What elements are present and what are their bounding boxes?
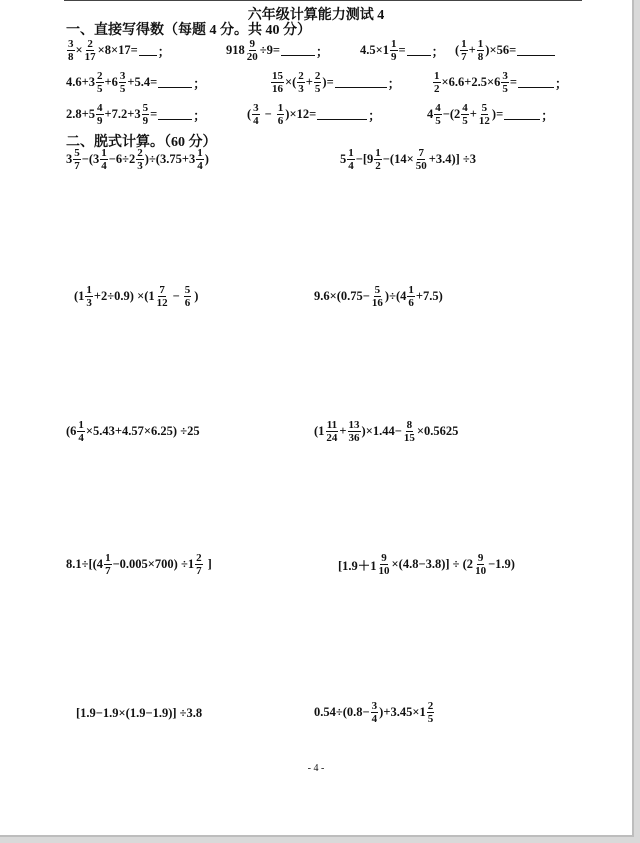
problem-6: (1 11 24 + $\frac{13}{36}$ )×1.44− $\frac{8}{15}$ ×0.5625: [314, 419, 459, 444]
question-5: 4.6+3 2 5 +6 3 5 +5.4= ；: [66, 70, 206, 95]
fraction: 11 24: [326, 419, 338, 444]
fraction: $\frac{5}{16}$: [371, 284, 383, 309]
fraction: 1 4: [101, 147, 107, 172]
fraction: 3 4: [253, 102, 259, 127]
fraction: $\frac{5}{12}$: [478, 102, 490, 127]
question-8: 2.8+5 4 9 +7.2+3 $\frac{5}{9}$ = ；: [66, 102, 206, 127]
fraction: $\frac{2}{17}$: [84, 38, 96, 63]
answer-blank[interactable]: [407, 45, 431, 56]
problem-5: (6 $\frac{1}{4}$ ×5.43+4.57×6.25) ÷25: [66, 419, 200, 444]
answer-blank[interactable]: [518, 77, 554, 88]
fraction: 2 3: [298, 70, 304, 95]
fraction: 1 3: [86, 284, 92, 309]
fraction: 2 5: [427, 700, 434, 725]
fraction: 1 7: [105, 552, 111, 577]
problem-3: (1 1 3 +2÷0.9) ×(1 7 12 − $\frac{5}{6}$ ): [74, 284, 199, 309]
answer-blank[interactable]: [317, 109, 367, 120]
fraction: $\frac{13}{36}$: [348, 419, 360, 444]
answer-blank[interactable]: [335, 77, 387, 88]
question-9: ( 3 4 − $\frac{1}{6}$ )×12= ；: [247, 102, 381, 127]
fraction: $\frac{3}{4}$: [371, 700, 378, 725]
fraction: 7 12: [156, 284, 168, 309]
problem-1: 3 5 7 −(3 1 4 −6÷2 2 3 )÷(3.75+3 1 4 ): [66, 147, 209, 172]
question-1: $\frac{3}{8}$ × $\frac{2}{17}$ ×8×17= ；: [68, 38, 171, 63]
question-2: 918 $\frac{9}{20}$ ÷9= ；: [226, 38, 329, 63]
fraction: $\frac{1}{6}$: [277, 102, 284, 127]
fraction: 1 7: [461, 38, 467, 63]
fraction: $\frac{1}{8}$: [477, 38, 484, 63]
answer-blank[interactable]: [517, 45, 555, 56]
fraction: $\frac{1}{4}$: [78, 419, 84, 444]
question-7: $\frac{1}{2}$ ×6.6+2.5×6 $\frac{3}{5}$ = ；: [434, 70, 568, 95]
fraction: 2 3: [137, 147, 143, 172]
problem-10: 0.54÷(0.8− $\frac{3}{4}$ )+3.45×1 2 5: [314, 700, 434, 725]
fraction: $\frac{9}{20}$: [246, 38, 258, 63]
question-10: 4 4 5 −(2 4 5 + $\frac{5}{12}$ )= ；: [427, 102, 554, 127]
fraction: $\frac{5}{6}$: [184, 284, 191, 309]
section-2-heading: 二、脱式计算。（60 分）: [66, 135, 217, 150]
top-rule: [64, 0, 582, 1]
problem-9: [1.9−1.9×(1.9−1.9)] ÷3.8: [76, 706, 203, 720]
page-title: 六年级计算能力测试 4: [247, 8, 385, 23]
fraction: $\frac{8}{15}$: [403, 419, 415, 444]
question-6: $\frac{15}{16}$ ×( 2 3 + $\frac{2}{5}$ )= ；: [272, 70, 401, 95]
fraction: 1 4: [197, 147, 203, 172]
fraction: 1 4: [348, 147, 354, 172]
answer-blank[interactable]: [281, 45, 315, 56]
fraction: $\frac{3}{5}$: [502, 70, 508, 95]
fraction: $\frac{5}{9}$: [142, 102, 149, 127]
fraction: $\frac{9}{10}$: [378, 552, 390, 577]
fraction: 1 2: [375, 147, 381, 172]
fraction: 9 10: [475, 552, 487, 577]
problem-8: [1.9＋1 $\frac{9}{10}$ ×(4.8−3.8)] ÷ (2 9 10 −1.9): [338, 552, 515, 577]
answer-blank[interactable]: [158, 77, 192, 88]
answer-blank[interactable]: [158, 109, 192, 120]
problem-4: 9.6×(0.75− $\frac{5}{16}$ )÷(4 1 6 +7.5): [314, 284, 443, 309]
fraction: 5 7: [74, 147, 80, 172]
problem-7: 8.1÷[(4 1 7 −0.005×700) ÷1 2 7 ]: [66, 552, 212, 577]
fraction: 2 7: [196, 552, 202, 577]
fraction: $\frac{1}{2}$: [434, 70, 440, 95]
fraction: $\frac{7}{50}$: [415, 147, 427, 172]
fraction: 1 6: [408, 284, 414, 309]
fraction: 2 5: [97, 70, 103, 95]
question-3: 4.5×1 $\frac{1}{9}$ = ；: [360, 38, 445, 63]
fraction: 4 9: [97, 102, 103, 127]
question-4: ( 1 7 + $\frac{1}{8}$ )×56=: [455, 38, 556, 63]
answer-blank[interactable]: [504, 109, 540, 120]
fraction: $\frac{2}{5}$: [314, 70, 321, 95]
fraction: 4 5: [435, 102, 441, 127]
answer-blank[interactable]: [139, 45, 157, 56]
problem-2: 5 1 4 −[9 1 2 −(14× $\frac{7}{50}$ +3.4)] ÷3: [340, 147, 477, 172]
fraction: $\frac{15}{16}$: [272, 70, 283, 95]
fraction: 4 5: [462, 102, 468, 127]
fraction: $\frac{1}{9}$: [391, 38, 397, 63]
section-1-heading: 一、直接写得数（每题 4 分。共 40 分）: [66, 23, 311, 38]
fraction: 3 5: [119, 70, 126, 95]
page-number: - 4 -: [307, 763, 325, 774]
fraction: $\frac{3}{8}$: [68, 38, 74, 63]
